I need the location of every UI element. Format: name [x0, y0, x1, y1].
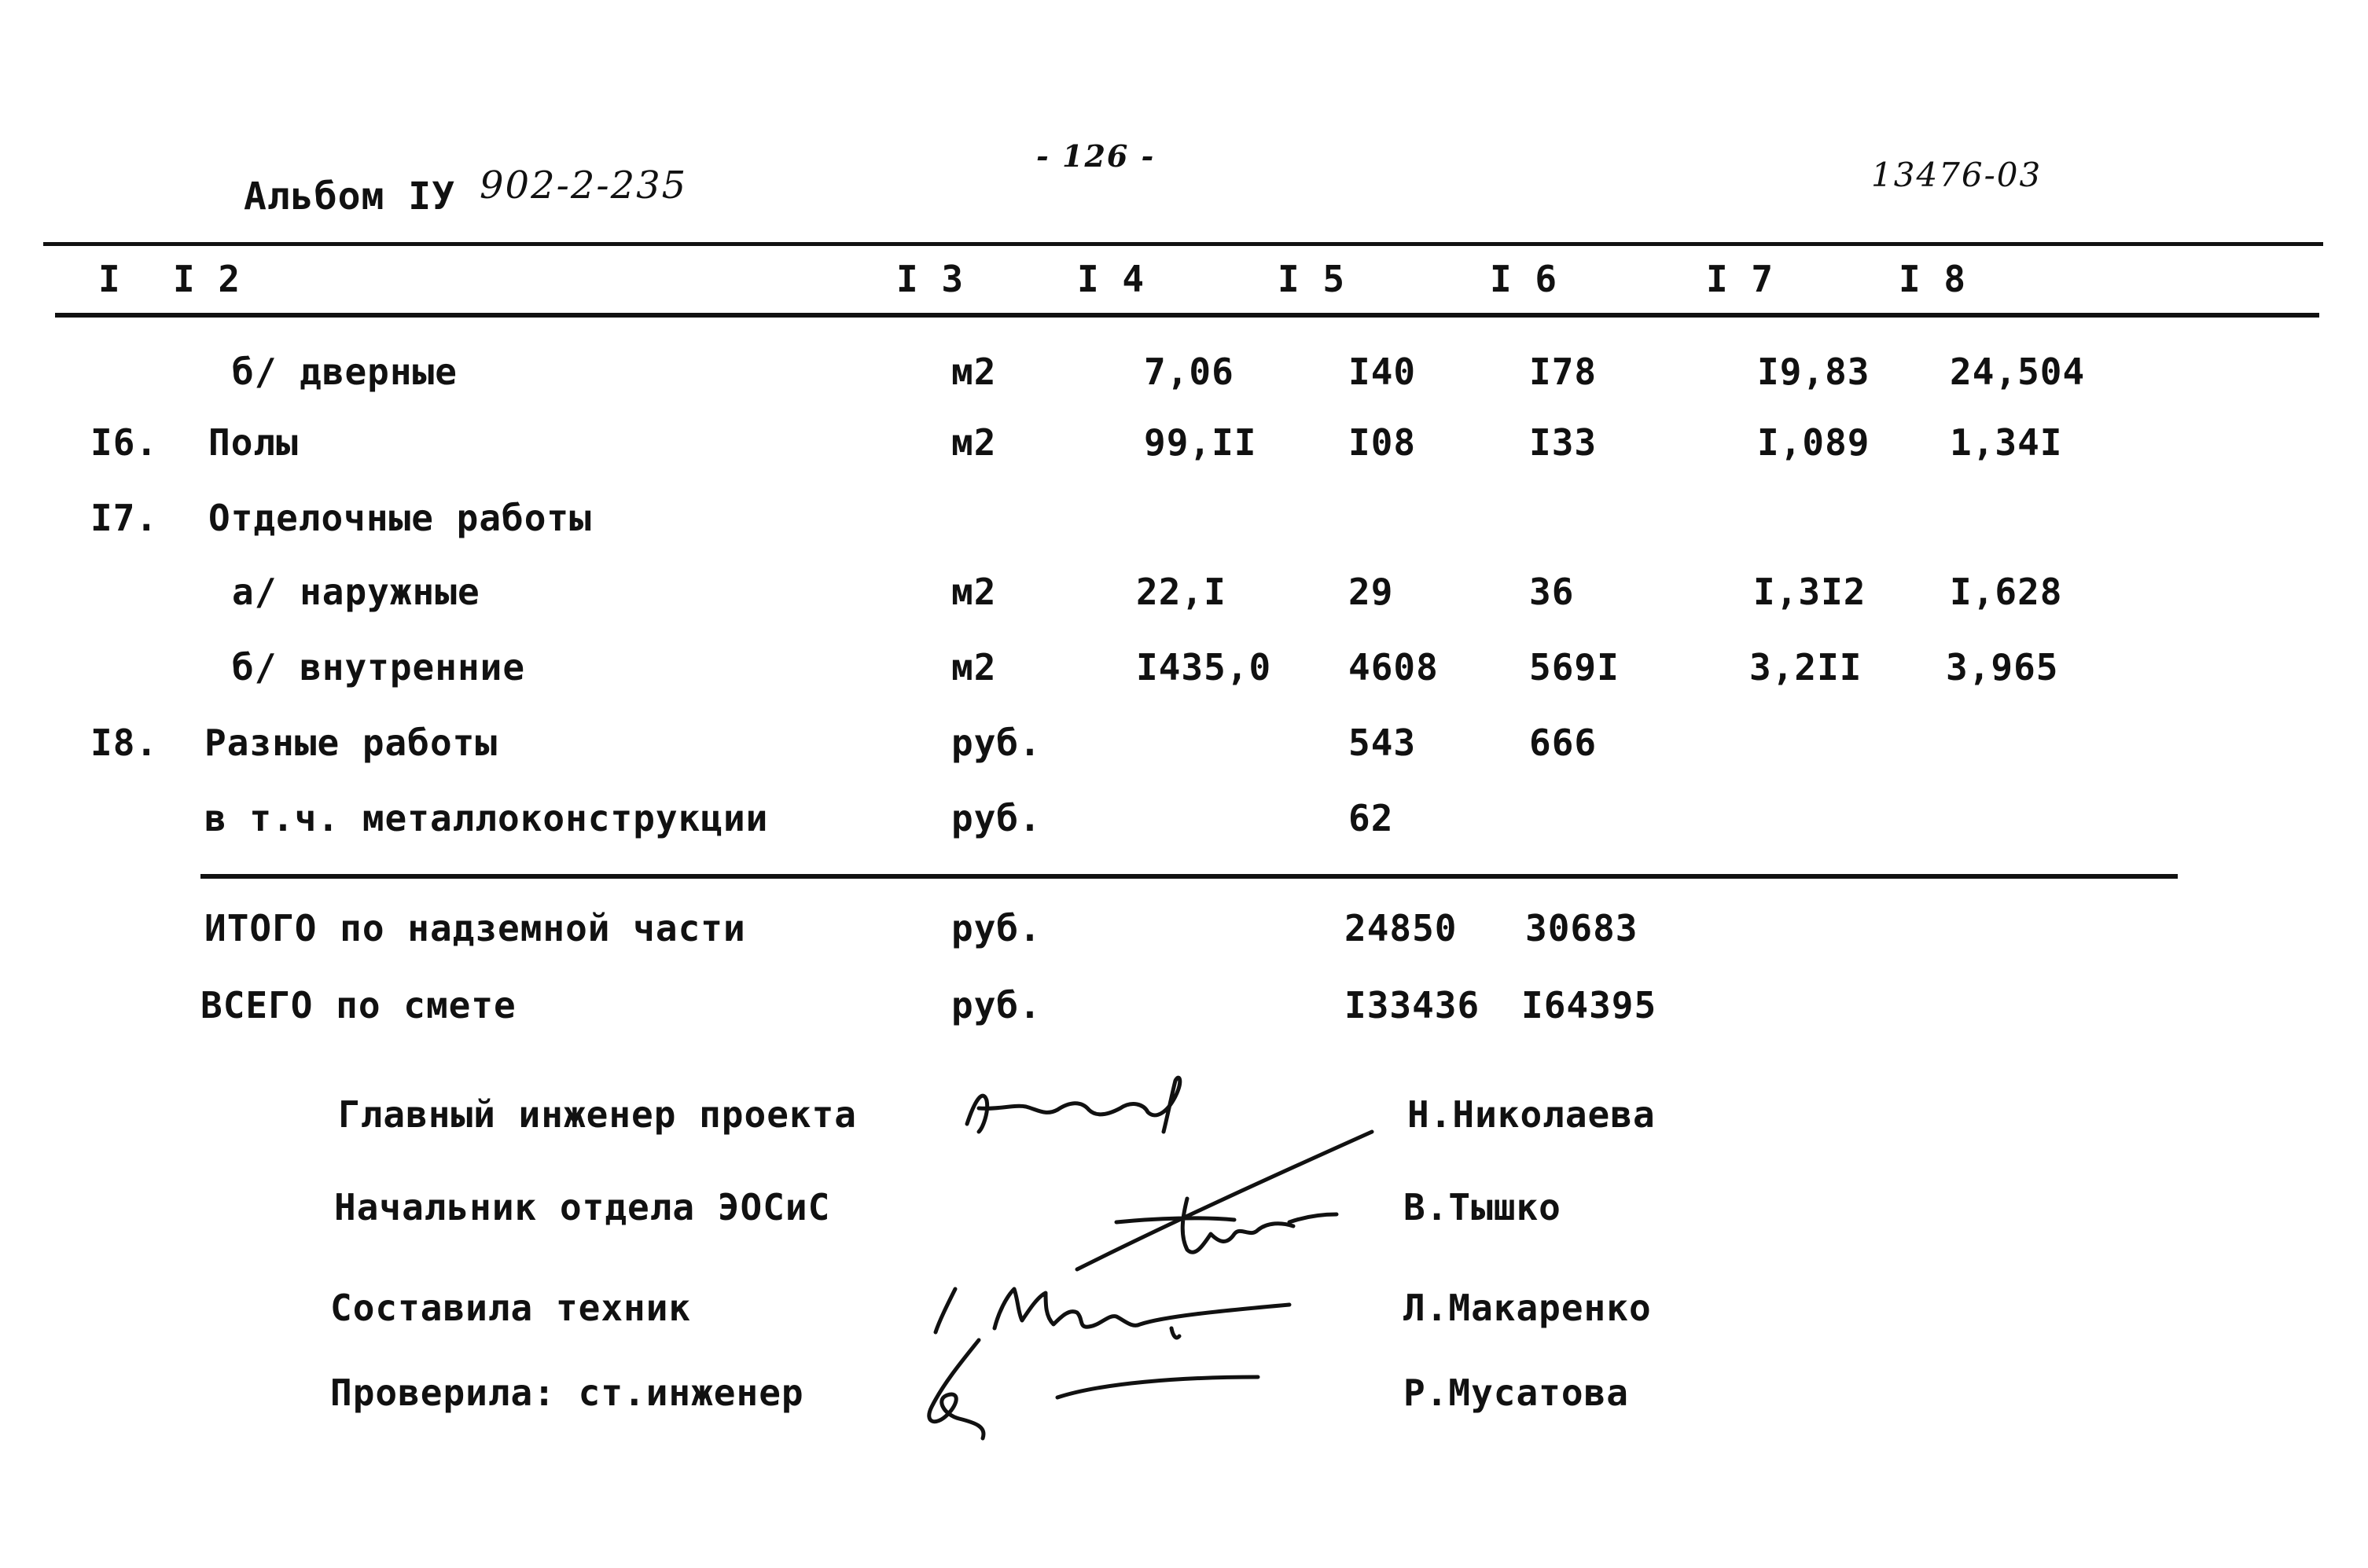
row-col8: 1,34I: [1950, 421, 2063, 464]
row-col8: 24,504: [1950, 351, 2086, 393]
totals-name: ИТОГО по надземной части: [204, 907, 746, 949]
column-header-5: I 5: [1278, 258, 1346, 300]
row-col6: I78: [1529, 351, 1598, 393]
column-header-1: I: [98, 258, 121, 300]
signature-name: В.Тышко: [1403, 1186, 1561, 1228]
column-header-7: I 7: [1706, 258, 1774, 300]
column-header-8: I 8: [1899, 258, 1967, 300]
totals-unit: руб.: [951, 984, 1042, 1026]
row-name: Отделочные работы: [208, 497, 592, 539]
signature-role: Проверила: ст.инженер: [330, 1372, 804, 1414]
row-unit: руб.: [951, 722, 1042, 764]
row-name: а/ наружные: [232, 571, 480, 613]
row-col4: 7,06: [1144, 351, 1234, 393]
row-col6: 666: [1529, 722, 1598, 764]
page-number: - 126 -: [1036, 138, 1156, 174]
signature-name: Р.Мусатова: [1403, 1372, 1629, 1414]
row-col7: I9,83: [1757, 351, 1870, 393]
totals-col6: 30683: [1525, 907, 1638, 949]
totals-name: ВСЕГО по смете: [200, 984, 517, 1026]
row-col7: 3,2II: [1749, 646, 1862, 689]
row-col6: I33: [1529, 421, 1598, 464]
signature-role: Составила техник: [330, 1287, 692, 1329]
row-col4: I435,0: [1136, 646, 1272, 689]
row-unit: руб.: [951, 797, 1042, 839]
row-col5: 29: [1348, 571, 1394, 613]
row-col5: I40: [1348, 351, 1417, 393]
totals-col6: I64395: [1521, 984, 1657, 1026]
row-col6: 569I: [1529, 646, 1620, 689]
signature-name: Н.Николаева: [1407, 1093, 1656, 1136]
row-name: б/ дверные: [232, 351, 458, 393]
row-unit: м2: [951, 571, 997, 613]
row-unit: м2: [951, 646, 997, 689]
row-col5: 62: [1348, 797, 1394, 839]
row-col5: 543: [1348, 722, 1417, 764]
signature-role: Главный инженер проекта: [338, 1093, 857, 1136]
row-col8: I,628: [1950, 571, 2063, 613]
totals-unit: руб.: [951, 907, 1042, 949]
row-number: I7.: [90, 497, 159, 539]
row-col5: 4608: [1348, 646, 1439, 689]
column-header-2: I 2: [173, 258, 241, 300]
row-col4: 22,I: [1136, 571, 1226, 613]
row-col5: I08: [1348, 421, 1417, 464]
totals-col5: I33436: [1344, 984, 1480, 1026]
row-col7: I,089: [1757, 421, 1870, 464]
row-col7: I,3I2: [1753, 571, 1866, 613]
totals-col5: 24850: [1344, 907, 1458, 949]
row-col4: 99,II: [1144, 421, 1257, 464]
column-header-6: I 6: [1490, 258, 1558, 300]
row-name: б/ внутренние: [232, 646, 526, 689]
row-number: I6.: [90, 421, 159, 464]
signature-name: Л.Макаренко: [1403, 1287, 1652, 1329]
row-unit: м2: [951, 351, 997, 393]
project-code: 902-2-235: [480, 163, 688, 207]
row-number: I8.: [90, 722, 159, 764]
row-unit: м2: [951, 421, 997, 464]
column-header-4: I 4: [1077, 258, 1145, 300]
album-label: Альбом IУ: [244, 174, 456, 218]
signature-role: Начальник отдела ЭОСиС: [334, 1186, 831, 1228]
row-col8: 3,965: [1946, 646, 2059, 689]
row-name: Полы: [208, 421, 299, 464]
row-name: в т.ч. металлоконструкции: [204, 797, 769, 839]
row-col6: 36: [1529, 571, 1575, 613]
document-number: 13476-03: [1871, 156, 2043, 194]
column-header-3: I 3: [896, 258, 965, 300]
row-name: Разные работы: [204, 722, 498, 764]
